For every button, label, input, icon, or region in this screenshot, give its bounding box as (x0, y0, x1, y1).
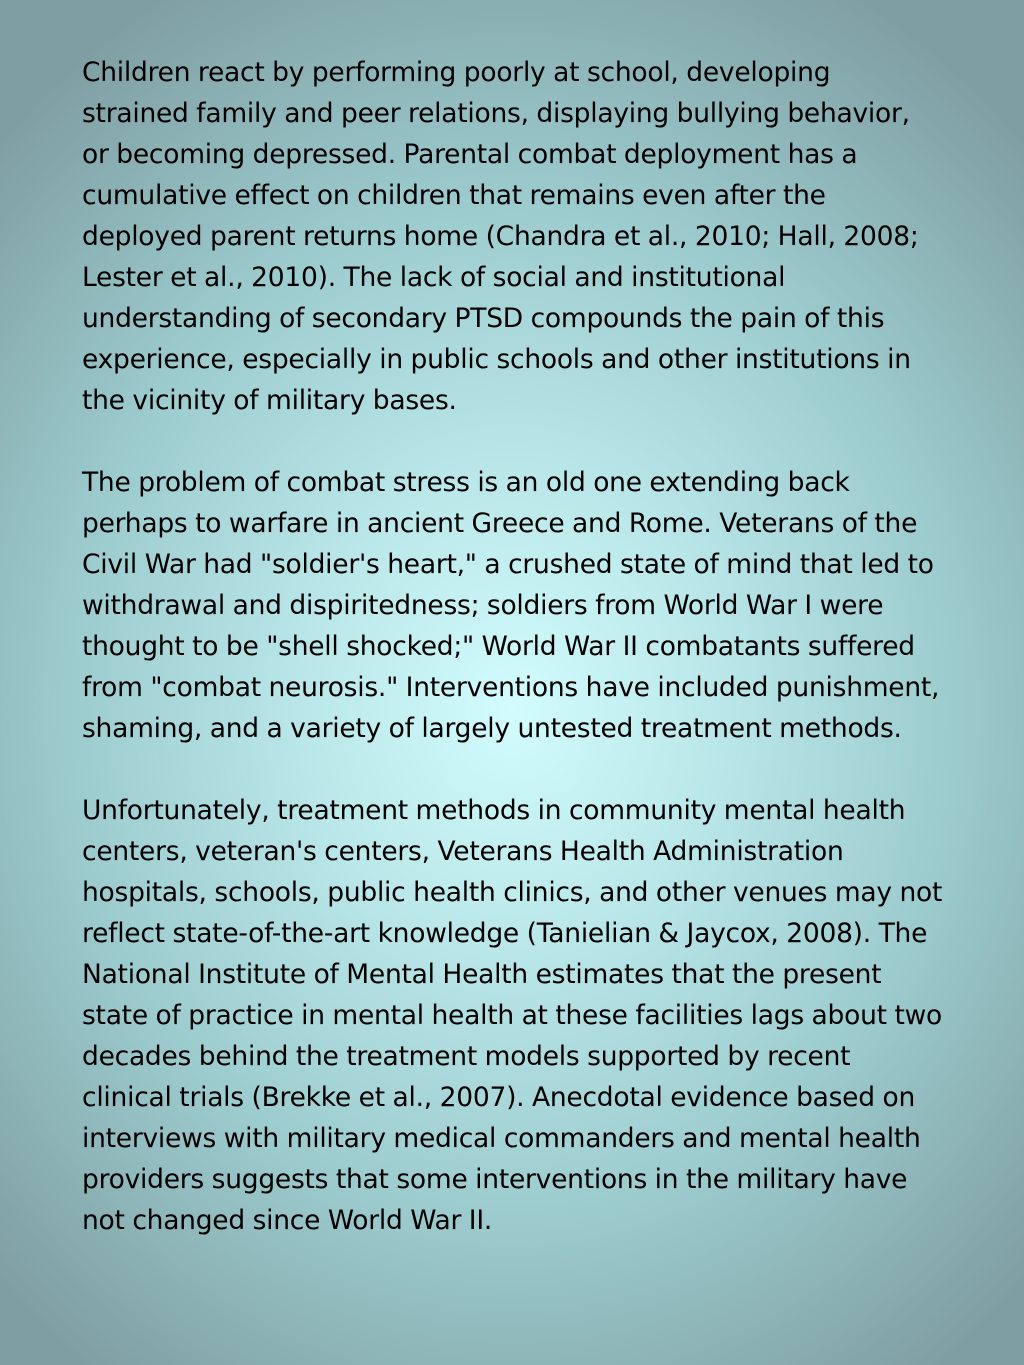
paragraph-combat-stress-history: The problem of combat stress is an old one extending back perhaps to warfare in ancient Greece and Rome. Veterans of the Civil War had "soldier's heart," a crushed state of mind that led to withdrawal and dispiritedness; soldiers from World War I were thought to be "shell shocked;" World War II combatants suffered from "combat neurosis." Interventions have included punishment, shaming, and a variety of largely untested treatment methods. (82, 467, 940, 744)
paragraph-treatment-methods: Unfortunately, treatment methods in community mental health centers, veteran's centers, Veterans Health Administration hospitals, schools, public health clinics, and other venues may not reflect state-of-the-art knowledge (Tanielian & Jaycox, 2008). The National Institute of Mental Health estimates that the present state of practice in mental health at these facilities lags about two decades behind the treatment models supported by recent clinical trials (Brekke et al., 2007). Anecdotal evidence based on interviews with military medical commanders and mental health providers suggests that some interventions in the military have not changed since World War II. (82, 795, 943, 1236)
text-body (82, 52, 944, 1241)
paragraph-children-reactions: Children react by performing poorly at school, developing strained family and peer relations, displaying bullying behavior, or becoming depressed. Parental combat deployment has a cumulative effect on children that remains even after the deployed parent returns home (Chandra et al., 2010; Hall, 2008; Lester et al., 2010). The lack of social and institutional understanding of secondary PTSD compounds the pain of this experience, especially in public schools and other institutions in the vicinity of military bases. (82, 57, 919, 416)
